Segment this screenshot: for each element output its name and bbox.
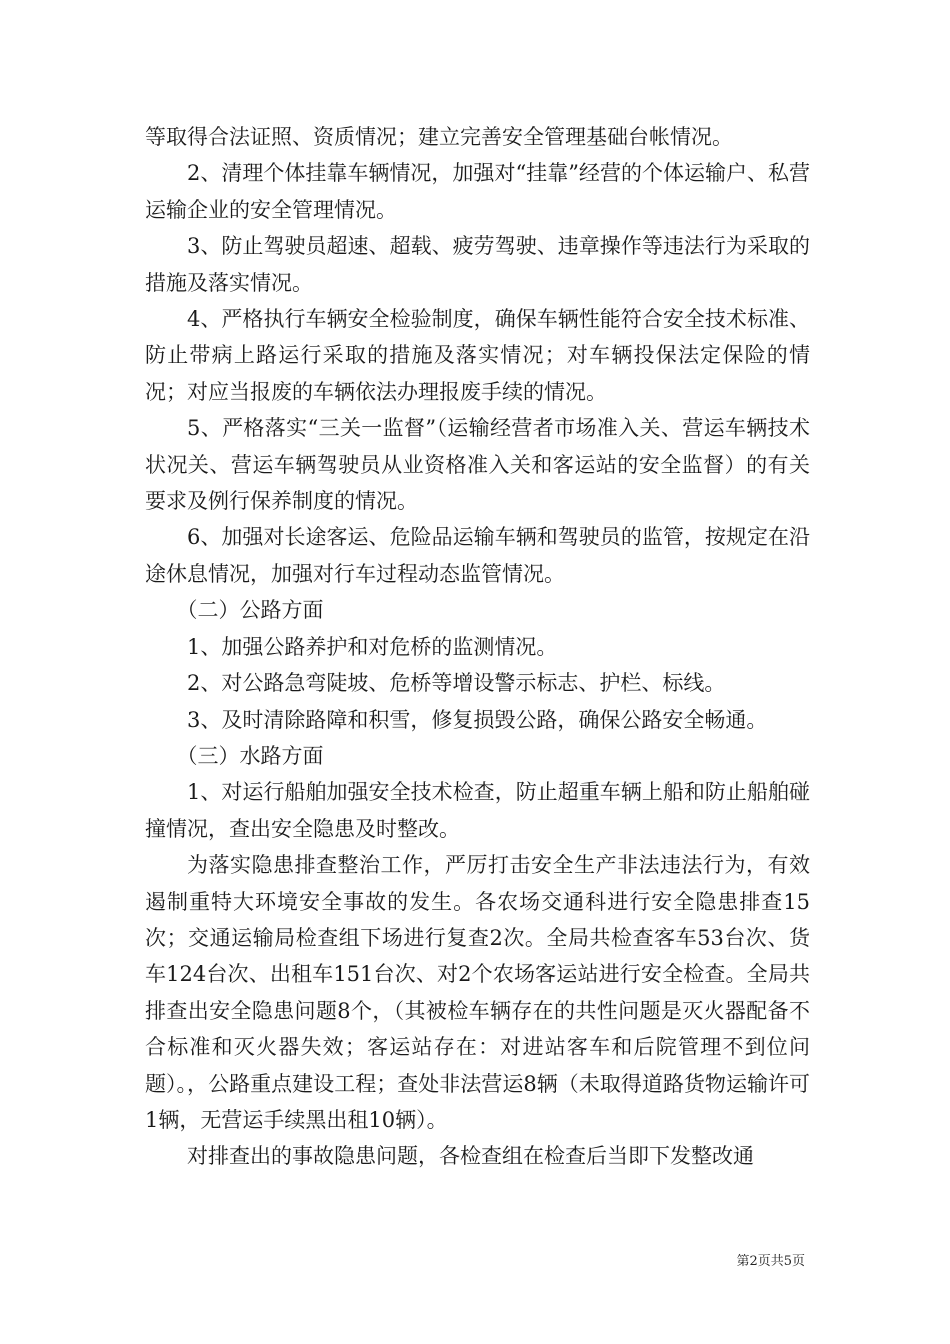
paragraph-waterway-1: 1、对运行船舶加强安全技术检查，防止超重车辆上船和防止船舶碰撞情况，查出安全隐患及时整改。 <box>145 780 810 841</box>
document-body <box>145 119 810 1175</box>
section-heading-road: （二）公路方面 <box>176 598 324 623</box>
paragraph-road-3: 3、及时清除路障和积雪，修复损毁公路，确保公路安全畅通。 <box>187 707 768 732</box>
paragraph-item-4: 4、严格执行车辆安全检验制度，确保车辆性能符合安全技术标准、防止带病上路运行采取的措施及落实情况；对车辆投保法定保险的情况；对应当报废的车辆依法办理报废手续的情况。 <box>145 307 810 404</box>
paragraph-road-1: 1、加强公路养护和对危桥的监测情况。 <box>187 634 558 659</box>
paragraph-item-2: 2、清理个体挂靠车辆情况，加强对“挂靠”经营的个体运输户、私营运输企业的安全管理情况。 <box>145 161 810 222</box>
page-number: 第2页共5页 <box>736 1254 805 1269</box>
paragraph-continued: 等取得合法证照、资质情况；建立完善安全管理基础台帐情况。 <box>145 125 733 149</box>
paragraph-item-3: 3、防止驾驶员超速、超载、疲劳驾驶、违章操作等违法行为采取的措施及落实情况。 <box>145 234 810 295</box>
paragraph-rectification: 对排查出的事故隐患问题，各检查组在检查后当即下发整改通 <box>187 1144 754 1169</box>
paragraph-item-6: 6、加强对长途客运、危险品运输车辆和驾驶员的监管，按规定在沿途休息情况，加强对行车过程动态监管情况。 <box>145 525 810 586</box>
paragraph-summary: 为落实隐患排查整治工作，严厉打击安全生产非法违法行为，有效遏制重特大环境安全事故的发生。各农场交通科进行安全隐患排查15次；交通运输局检查组下场进行复查2次。全局共检查客车53台次、货车124台次、出租车151台次、对2个农场客运站进行安全检查。全局共排查出安全隐患问题8个，（其被检车辆存在的共性问题是灭火器配备不合标准和灭火器失效；客运站存在：对进站客车和后院管理不到位问题）。，公路重点建设工程；查处非法营运8辆（未取得道路货物运输许可1辆，无营运手续黑出租10辆）。 <box>145 853 810 1132</box>
paragraph-item-5: 5、严格落实“三关一监督”（运输经营者市场准入关、营运车辆技术状况关、营运车辆驾驶员从业资格准入关和客运站的安全监督）的有关要求及例行保养制度的情况。 <box>145 416 810 514</box>
paragraph-road-2: 2、对公路急弯陡坡、危桥等增设警示标志、护栏、标线。 <box>187 671 726 696</box>
section-heading-waterway: （三）水路方面 <box>176 743 324 768</box>
